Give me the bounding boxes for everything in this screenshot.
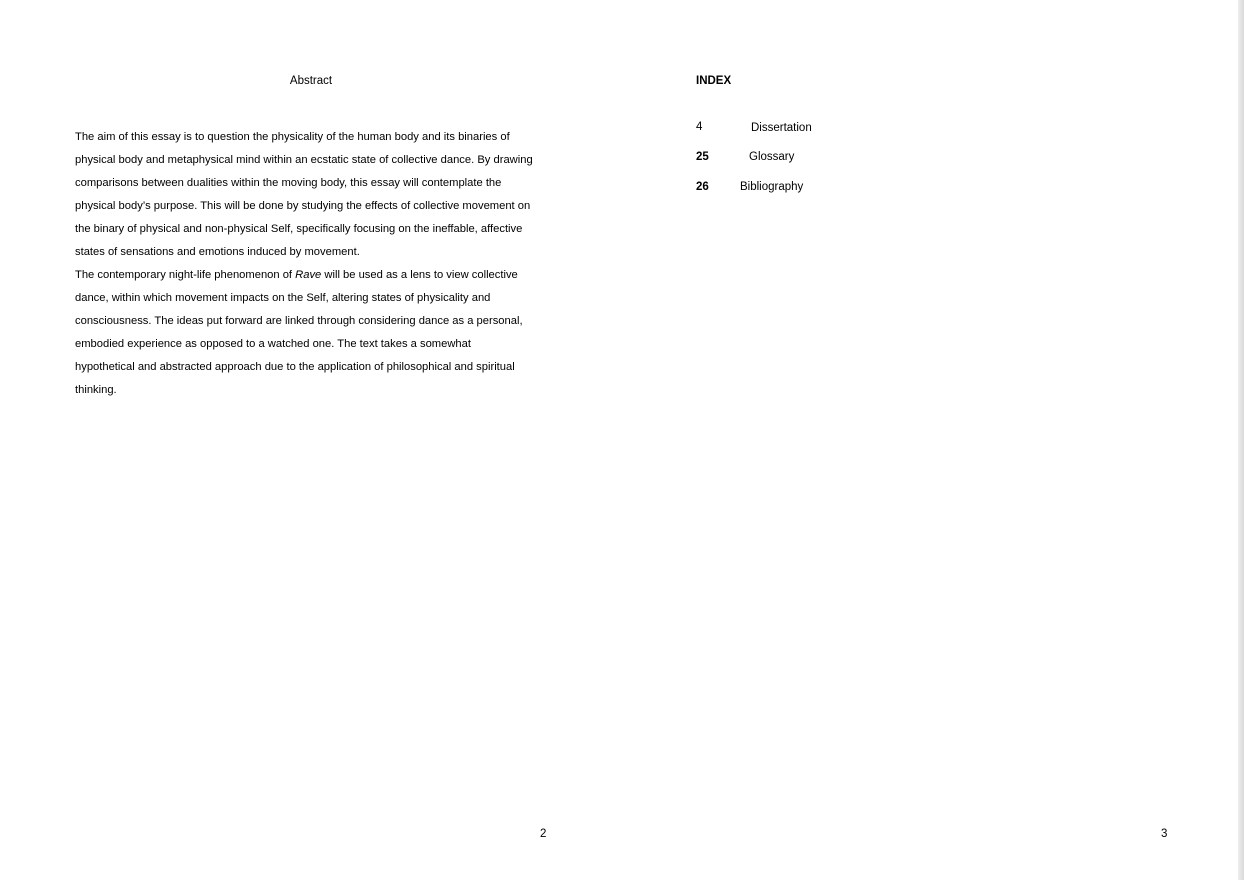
page-right bbox=[620, 0, 1238, 880]
abstract-line: hypothetical and abstracted approach due to the application of philosophical and spiritual bbox=[75, 361, 515, 373]
abstract-title: Abstract bbox=[289, 75, 333, 87]
abstract-paragraph-2 bbox=[75, 264, 555, 402]
abstract-paragraph-1 bbox=[75, 126, 555, 264]
index-page-number: 26 bbox=[696, 181, 709, 193]
abstract-line: embodied experience as opposed to a watched one. The text takes a somewhat bbox=[75, 338, 471, 350]
abstract-line: states of sensations and emotions induced by movement. bbox=[75, 246, 360, 258]
abstract-line: comparisons between dualities within the moving body, this essay will contemplate the bbox=[75, 177, 502, 189]
index-page-number: 25 bbox=[696, 150, 709, 163]
abstract-line bbox=[75, 264, 555, 287]
index-item-bibliography[interactable] bbox=[696, 181, 896, 212]
index-label: Glossary bbox=[749, 150, 795, 163]
page-left bbox=[0, 0, 620, 880]
abstract-line: physical body and metaphysical mind within an ecstatic state of collective dance. By drawing bbox=[75, 154, 533, 166]
index-label: Dissertation bbox=[751, 122, 812, 134]
abstract-body bbox=[75, 126, 555, 402]
index-title: INDEX bbox=[696, 75, 732, 87]
abstract-line: dance, within which movement impacts on the Self, altering states of physicality and bbox=[75, 292, 491, 304]
index-list bbox=[696, 120, 896, 212]
rave-term: Rave bbox=[295, 269, 322, 281]
abstract-text: The contemporary night-life phenomenon of bbox=[75, 269, 296, 281]
index-item-glossary[interactable] bbox=[696, 151, 896, 182]
index-label: Bibliography bbox=[740, 181, 804, 193]
abstract-line: thinking. bbox=[75, 384, 117, 396]
abstract-line: consciousness. The ideas put forward are linked through considering dance as a personal, bbox=[75, 315, 523, 327]
index-page-number: 4 bbox=[696, 121, 703, 133]
abstract-text: will be used as a lens to view collective bbox=[321, 269, 518, 281]
index-item-dissertation[interactable] bbox=[696, 120, 896, 151]
page-number: 2 bbox=[540, 828, 547, 840]
abstract-line: the binary of physical and non-physical Self, specifically focusing on the ineffable, affective bbox=[75, 223, 523, 235]
page-number: 3 bbox=[1161, 828, 1168, 840]
window-edge bbox=[1238, 0, 1244, 880]
abstract-line: The aim of this essay is to question the physicality of the human body and its binaries of bbox=[75, 131, 510, 143]
abstract-line: physical body’s purpose. This will be done by studying the effects of collective movement on bbox=[75, 200, 531, 212]
